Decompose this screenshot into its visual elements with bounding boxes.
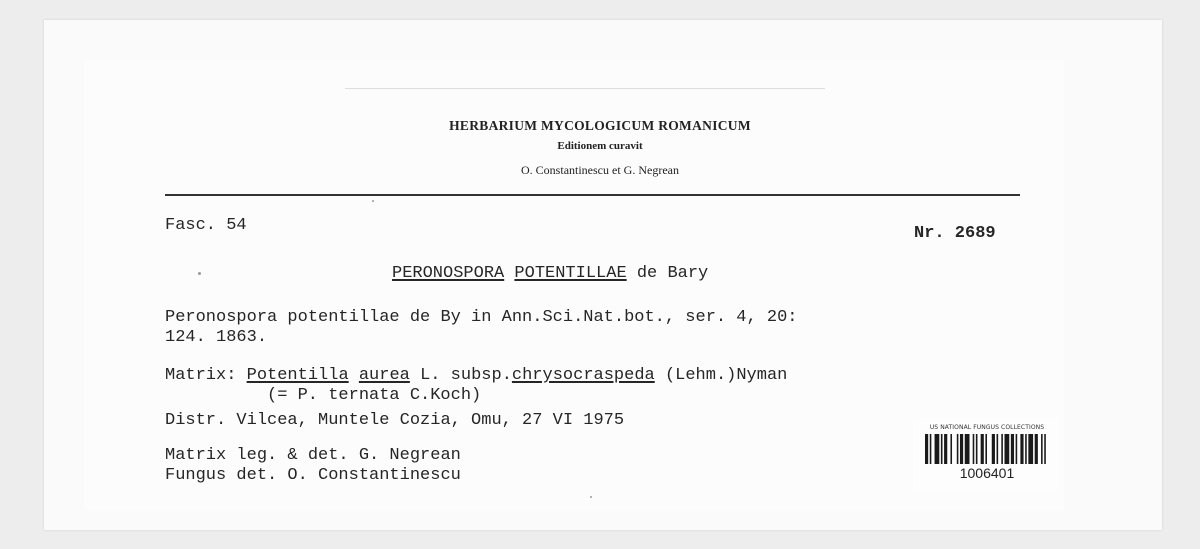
fascicle-number: Fasc. 54	[165, 216, 247, 235]
barcode-bar	[1011, 434, 1014, 464]
barcode-bar	[992, 434, 995, 464]
matrix-prefix: Matrix:	[165, 366, 237, 385]
barcode-label	[913, 418, 1061, 490]
barcode-bar	[985, 434, 987, 464]
barcode-bar	[1035, 434, 1038, 464]
barcode-bar	[965, 434, 970, 464]
matrix-species: aurea	[358, 366, 410, 385]
species-genus: PERONOSPORA	[392, 264, 505, 283]
faint-rule	[345, 88, 825, 89]
barcode-bar	[997, 434, 999, 464]
matrix-author-1: L. subsp.	[420, 366, 512, 385]
barcode-bar	[935, 434, 940, 464]
collector-line-2: Fungus det. O. Constantinescu	[165, 466, 461, 485]
header-divider	[165, 194, 1020, 196]
barcode-bar	[944, 434, 947, 464]
barcode-bar	[1016, 434, 1018, 464]
barcode-icon	[925, 434, 1049, 464]
species-author: de Bary	[636, 264, 709, 283]
herbarium-title: HERBARIUM MYCOLOGICUM ROMANICUM	[449, 118, 751, 133]
herbarium-subtitle: Editionem curavit	[557, 140, 643, 152]
barcode-bar	[1020, 434, 1023, 464]
barcode-bar	[925, 434, 928, 464]
matrix-subspecies: chrysocraspeda	[511, 366, 655, 385]
herbarium-editors: O. Constantinescu et G. Negrean	[521, 163, 679, 177]
matrix-genus: Potentilla	[246, 366, 349, 385]
barcode-bar	[1028, 434, 1033, 464]
citation-line-2: 124. 1863.	[165, 328, 268, 347]
barcode-bar	[930, 434, 932, 464]
barcode-number: 1006401	[959, 465, 1015, 481]
barcode-bar	[1041, 434, 1043, 464]
citation-line-1: Peronospora potentillae de By in Ann.Sci.Nat.bot., ser. 4, 20:	[165, 308, 798, 327]
barcode-bar	[1001, 434, 1003, 464]
barcode-bar	[1025, 434, 1027, 464]
scan-speck	[372, 200, 374, 202]
matrix-author-2: (Lehm.)Nyman	[664, 366, 788, 385]
barcode-bar	[981, 434, 984, 464]
species-epithet: POTENTILLAE	[514, 264, 627, 283]
barcode-bar	[976, 434, 978, 464]
species-name	[392, 264, 708, 283]
barcode-bar	[1004, 434, 1009, 464]
scan-speck	[590, 496, 592, 498]
barcode-bar	[973, 434, 975, 464]
collector-line-1: Matrix leg. & det. G. Negrean	[165, 446, 461, 465]
barcode-bar	[960, 434, 963, 464]
matrix-line	[165, 366, 787, 385]
distribution-line: Distr. Vilcea, Muntele Cozia, Omu, 27 VI 1975	[165, 411, 625, 430]
barcode-bar	[941, 434, 943, 464]
barcode-bar	[957, 434, 959, 464]
specimen-number: Nr. 2689	[914, 224, 996, 243]
scan-speck	[198, 272, 201, 275]
barcode-caption: US NATIONAL FUNGUS COLLECTIONS	[929, 424, 1045, 431]
barcode-bar	[950, 434, 952, 464]
matrix-synonym: (= P. ternata C.Koch)	[267, 386, 482, 405]
barcode-bar	[1044, 434, 1046, 464]
